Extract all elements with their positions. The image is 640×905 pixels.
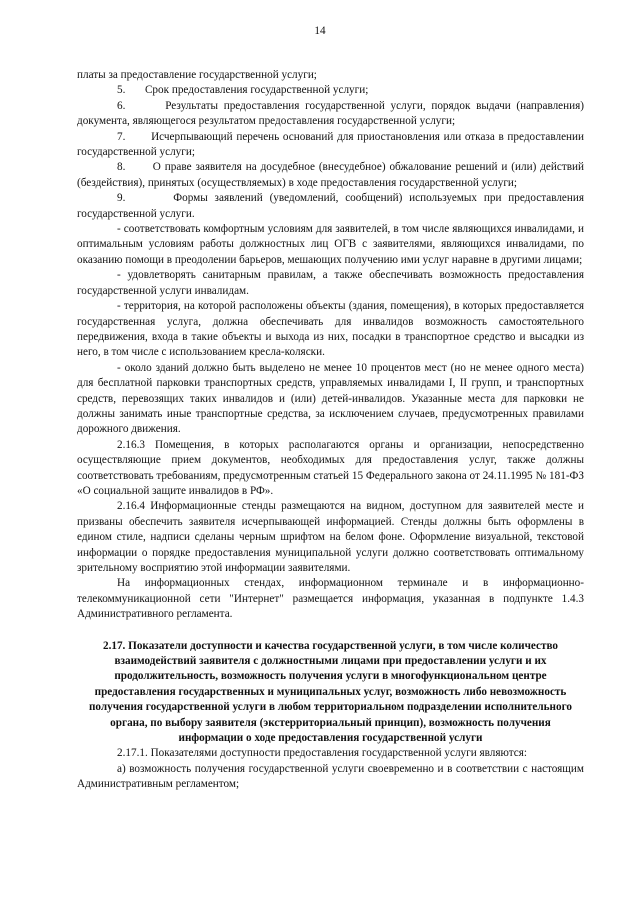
document-body	[77, 68, 584, 793]
paragraph-2-16-3: 2.16.3 Помещения, в которых располагаются органы и организации, непосредственно осуществляющие прием документов, необходимых для предоставления услуг, также должны соответствовать требованиям, предусмотренным статьей 15 Федерального закона от 24.11.1995 № 181-ФЗ «О социальной защите инвалидов в РФ».	[77, 438, 584, 497]
page-number: 14	[314, 25, 326, 37]
list-item-9: 9. Формы заявлений (уведомлений, сообщений) используемых при предоставления государственной услуги.	[77, 192, 584, 220]
list-item-7: 7. Исчерпывающий перечень оснований для приостановления или отказа в предоставлении государственной услуги;	[77, 130, 584, 159]
paragraph: платы за предоставление государственной услуги;	[77, 69, 317, 81]
spacer	[77, 631, 584, 639]
bullet-paragraph: - около зданий должно быть выделено не менее 10 процентов мест (но не менее одного места) для бесплатной парковки транспортных средств, управляемых инвалидами I, II групп, и транспортных средств, перевозящих таких инвалидов и (или) детей-инвалидов. Указанные места для парковки не должны занимать иные транспортные средства, за исключением случаев, предусмотренных правилами дорожного движения.	[77, 361, 584, 436]
bullet-paragraph: - соответствовать комфортным условиям для заявителей, в том числе являющихся инвалидами, и оптимальным условиям работы должностных лиц ОГВ с заявителями, являющихся инвалидами, по оказанию помощи в преодолении барьеров, мешающих получению ими услуг наравне в другими лицами;	[77, 223, 584, 266]
paragraph-2-17-1: 2.17.1. Показателями доступности предоставления государственной услуги являются:	[117, 747, 527, 760]
section-heading: 2.17. Показатели доступности и качества государственной услуги, в том числе количество взаимодействий заявителя с должностными лицами при предоставлении услуги и их продолжительность, возможность получения услуги в многофункциональном центре предоставления государственных и муниципальных услуг, возможность либо невозможность получения государственной услуги в любом территориальном подразделении исполнительного органа, по выбору заявителя (экстерриториальный принцип), возможность получения информации о ходе предоставления государственной услуги	[88, 639, 572, 745]
spacer	[77, 623, 584, 631]
bullet-paragraph: - удовлетворять санитарным правилам, а также обеспечивать возможность предоставления государственной услуги инвалидам.	[77, 269, 584, 297]
list-item-5: 5. Срок предоставления государственной услуги;	[117, 84, 369, 97]
list-item-6: 6. Результаты предоставления государственной услуги, порядок выдачи (направления) документа, являющегося результатом предоставления государственной услуги;	[77, 99, 584, 128]
paragraph: На информационных стендах, информационном терминале и в информационно-телекоммуникационной сети "Интернет" размещается информация, указанная в подпункте 1.4.3 Административного регламента.	[77, 577, 584, 621]
list-item-8: 8. О праве заявителя на досудебное (внесудебное) обжалование решений и (или) действий (бездействия), принятых (осуществляемых) в ходе предоставления государственной услуги;	[77, 161, 584, 189]
bullet-paragraph: - территория, на которой расположены объекты (здания, помещения), в которых предоставляется государственная услуга, должна обеспечивать для инвалидов возможность самостоятельного передвижения, входа в такие объекты и выхода из них, посадки в транспортное средство и высадки из него, в том числе с использованием кресла-коляски.	[77, 300, 584, 359]
list-item-a: а) возможность получения государственной услуги своевременно и в соответствии с настоящим Административным регламентом;	[77, 762, 584, 791]
paragraph-2-16-4: 2.16.4 Информационные стенды размещаются на видном, доступном для заявителей месте и призваны обеспечить заявителя исчерпывающей информацией. Стенды должны быть оформлены в едином стиле, надписи сделаны черным шрифтом на белом фоне. Оформление визуальной, текстовой информации о порядке предоставления муниципальной услуги должно соответствовать оптимальному зрительному восприятию этой информации заявителями.	[77, 500, 584, 574]
